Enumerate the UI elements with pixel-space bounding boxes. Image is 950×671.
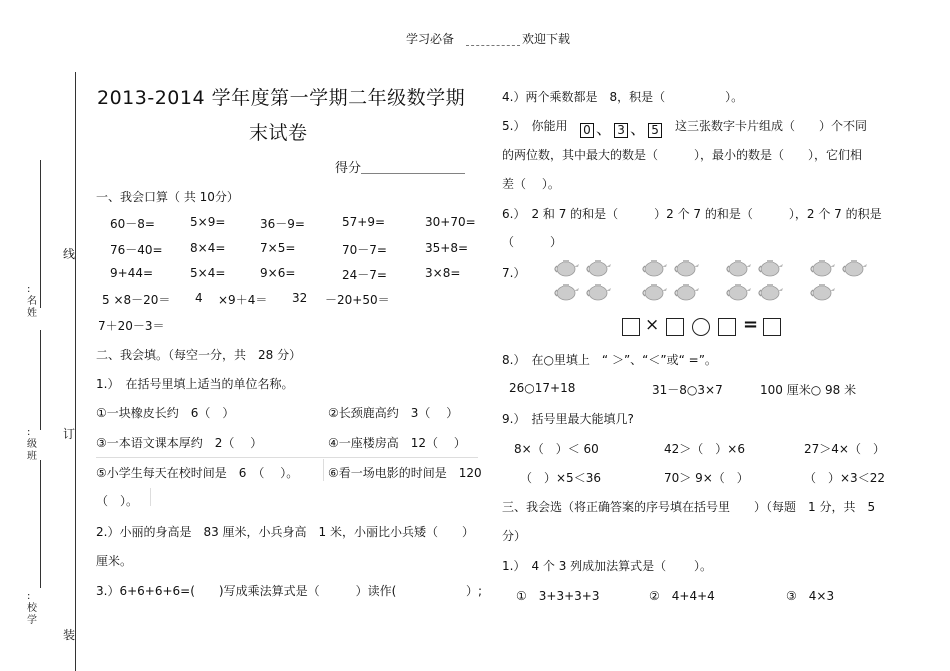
cell-divider	[150, 488, 151, 506]
teapot-icon	[585, 258, 611, 278]
section3-heading-cont: 分）	[502, 529, 527, 543]
calc-item: 76－40=	[110, 243, 163, 257]
teapot-icon	[809, 282, 835, 302]
question-4: 4.）两个乘数都是 8，积是（ ）。	[502, 90, 744, 104]
calc-item: 35+8=	[425, 241, 469, 255]
calc-item: 30+70=	[425, 215, 476, 229]
q9-item: 8×（ ）＜ 60	[514, 442, 599, 456]
exam-title-line2: 末试卷	[249, 122, 308, 144]
question-5a: 5.） 你能用	[502, 119, 568, 133]
q8-item: 31－8○3×7	[652, 383, 723, 397]
binding-zhuang: 装	[63, 628, 76, 642]
calc-item: ×9＋4＝	[218, 293, 268, 307]
q9-item: （ ）×5＜36	[520, 471, 601, 485]
question-2b: 厘米。	[96, 554, 133, 568]
question-5c: 的两位数，其中最大的数是（ ），最小的数是（ ），它们相	[502, 148, 863, 162]
calc-item: 60－8=	[110, 217, 155, 231]
q1-item: ②长颈鹿高约 3（ ）	[328, 406, 459, 420]
name-label: : 名 姓	[27, 284, 37, 319]
row-divider	[96, 457, 478, 458]
calc-item: 9+44=	[110, 266, 154, 280]
section3-heading: 三、我会选（将正确答案的序号填在括号里 ）（每题 1 分，共 5	[502, 500, 876, 514]
teapot-icon	[809, 258, 835, 278]
question-6a: 6.） 2 和 7 的和是（ ）2 个 7 的和是（ ），2 个 7 的积是	[502, 207, 882, 221]
school-label: : 校 学	[27, 591, 37, 626]
digit-card: 3	[614, 123, 628, 138]
q9-item: 27＞4×（ ）	[804, 442, 885, 456]
teapot-icon	[641, 282, 667, 302]
calc-item: 4	[195, 291, 203, 305]
answer-box	[718, 318, 736, 336]
equals-sign: =	[743, 314, 759, 335]
question-5b: 这三张数字卡片组成（ ）个不同	[675, 119, 868, 133]
exam-title-line1: 2013-2014 学年度第一学期二年级数学期	[97, 87, 466, 109]
teapot-icon	[585, 282, 611, 302]
q1-tail: （ ）。	[96, 494, 139, 508]
question-3b: ）;	[466, 584, 483, 598]
school-line	[40, 460, 41, 588]
q9-item: （ ）×3＜22	[804, 471, 885, 485]
q1-item: ④一座楼房高 12（ ）	[328, 436, 466, 450]
calc-item: 8×4=	[190, 241, 226, 255]
q9-item: 42＞（ ）×6	[664, 442, 745, 456]
q8-item: 100 厘米○ 98 米	[760, 383, 857, 397]
s3q1-option: ② 4+4+4	[649, 589, 715, 603]
calc-item: 36－9=	[260, 217, 305, 231]
header-underline	[466, 45, 520, 46]
digit-cards: 0 、 3 、 5	[578, 116, 664, 139]
teapot-icon	[553, 282, 579, 302]
question-8: 8.） 在○里填上 “ ＞”、“＜”或“ =”。	[502, 353, 717, 367]
calc-item: 7×5=	[260, 241, 296, 255]
digit-card: 0	[580, 123, 594, 138]
answer-box	[666, 318, 684, 336]
teapot-icon	[553, 258, 579, 278]
answer-circle	[692, 318, 710, 336]
q1-item: ⑥看一场电影的时间是 120	[328, 466, 482, 480]
binding-line	[75, 72, 76, 671]
header-right: 欢迎下载	[522, 32, 571, 46]
question-5d: 差（ ）。	[502, 177, 560, 191]
s3q1-option: ① 3+3+3+3	[516, 589, 600, 603]
class-label: : 级 班	[27, 427, 37, 462]
class-line	[40, 330, 41, 430]
question-7: 7.）	[502, 266, 526, 280]
score-field: 得分＿＿＿＿＿＿＿＿	[335, 161, 466, 176]
answer-box	[763, 318, 781, 336]
calc-item: 5×4=	[190, 266, 226, 280]
times-sign: ×	[645, 315, 660, 335]
section1-heading: 一、我会口算（ 共 10分）	[96, 190, 239, 204]
calc-item: 7＋20－3＝	[98, 319, 165, 333]
binding-ding: 订	[63, 427, 76, 441]
header-left: 学习必备	[406, 32, 455, 46]
calc-item: 70－7=	[342, 243, 387, 257]
calc-item: 9×6=	[260, 266, 296, 280]
teapot-icon	[757, 258, 783, 278]
cell-divider	[323, 459, 324, 481]
s3q1-option: ③ 4×3	[786, 589, 835, 603]
teapot-icon	[641, 258, 667, 278]
calc-item: 5×9=	[190, 215, 226, 229]
question-9: 9.） 括号里最大能填几?	[502, 412, 634, 426]
teapot-icon	[673, 258, 699, 278]
calc-item: 57+9=	[342, 215, 386, 229]
calc-item: 5 ×8－20＝	[102, 293, 171, 307]
teapot-icon	[725, 258, 751, 278]
q1-item: ③一本语文课本厚约 2（ ）	[96, 436, 263, 450]
section2-heading: 二、我会填。（每空一分，共 28 分）	[96, 348, 302, 362]
teapot-icon	[725, 282, 751, 302]
question-1: 1.） 在括号里填上适当的单位名称。	[96, 377, 294, 391]
calc-item: 24－7=	[342, 268, 387, 282]
q1-item: ①一块橡皮长约 6（ ）	[96, 406, 235, 420]
binding-xian: 线	[63, 247, 76, 261]
q1-item: ⑤小学生每天在校时间是 6 （ ）。	[96, 466, 299, 480]
question-2a: 2.）小丽的身高是 83 厘米，小兵身高 1 米，小丽比小兵矮（ ）	[96, 525, 474, 539]
calc-item: 32	[292, 291, 308, 305]
teapot-icon	[757, 282, 783, 302]
q8-item: 26○17+18	[509, 381, 576, 395]
digit-card: 5	[648, 123, 662, 138]
teapot-icon	[841, 258, 867, 278]
answer-box	[622, 318, 640, 336]
calc-item: －20+50＝	[325, 293, 390, 307]
s3-question-1: 1.） 4 个 3 列成加法算式是（ ）。	[502, 559, 712, 573]
question-3a: 3.）6+6+6+6=( )写成乘法算式是（ ）读作(	[96, 584, 397, 598]
teapot-icon	[673, 282, 699, 302]
question-6b: （ ）	[502, 235, 563, 249]
calc-item: 3×8=	[425, 266, 461, 280]
q9-item: 70＞ 9×（ ）	[664, 471, 749, 485]
